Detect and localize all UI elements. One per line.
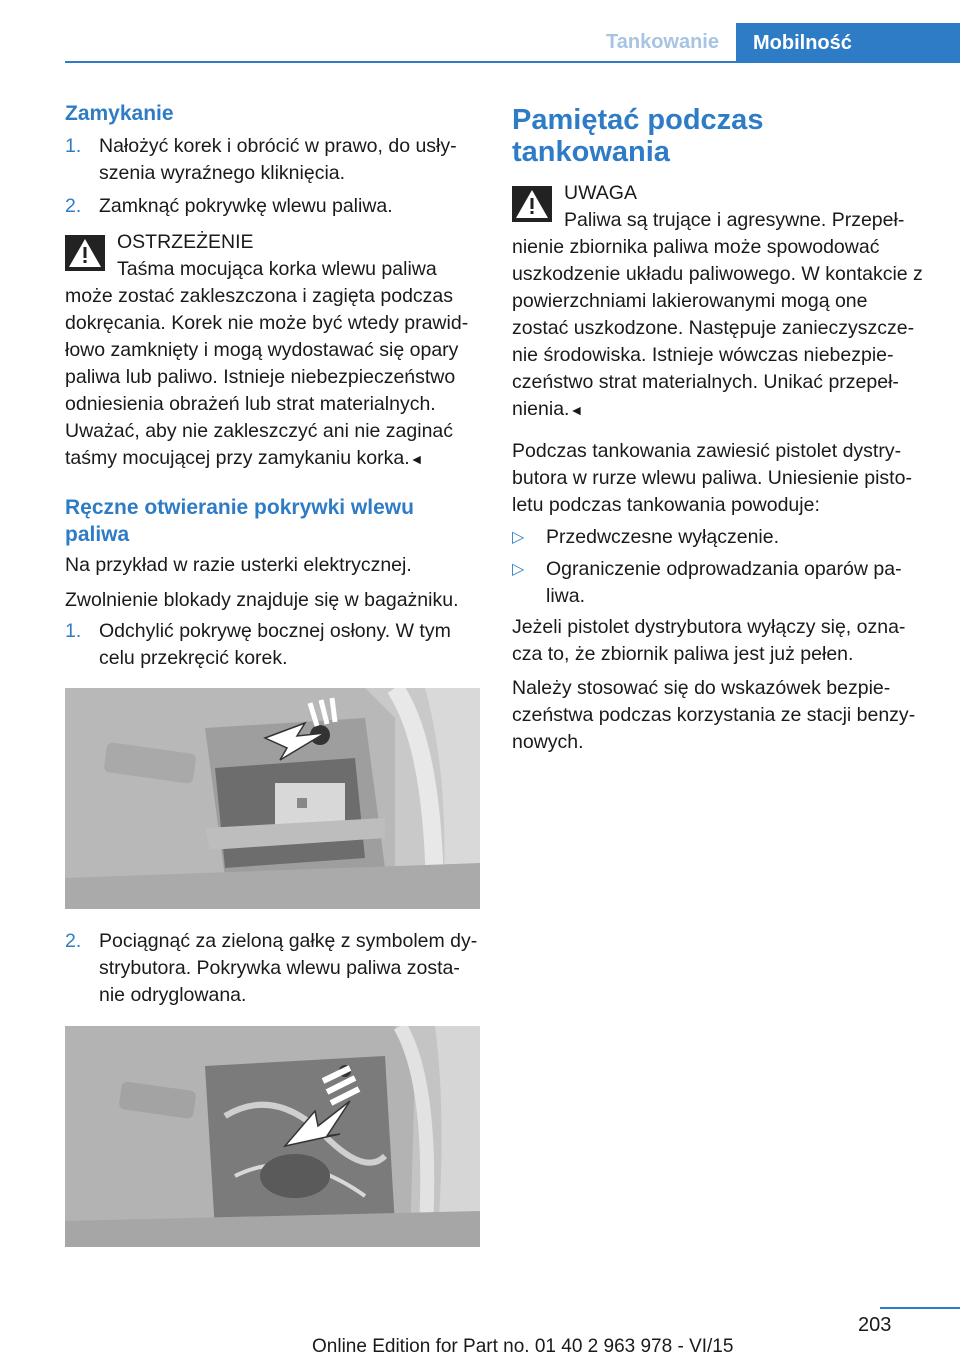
end-mark: ◄ [409, 451, 424, 467]
step-number: 1. [65, 620, 82, 642]
notice-text: Paliwa są trujące i agresywne. Przepełnienie zbiornika paliwa może spowodować uszkodzenie układu paliwowego. W kontakcie z powierzchniami lakierowanymi mogą one zostać uszkodzone. Następuje zanieczyszczenie środowiska. Istnieje wówczas niebezpieczeństwo strat materialnych. Unikać przepełnienia.◄ [512, 209, 923, 420]
warning-icon [512, 186, 552, 222]
notice-title: UWAGA [564, 182, 637, 204]
step-number: 1. [65, 135, 82, 157]
heading-zamykanie: Zamykanie [65, 102, 174, 125]
paragraph: Zwolnienie blokady znajduje się w bagażniku. [65, 589, 459, 611]
tab-section[interactable]: Tankowanie [606, 31, 719, 53]
trunk-side-cover-image [65, 688, 480, 909]
step-text: Zamknąć pokrywkę wlewu paliwa. [99, 195, 393, 217]
warning-box [65, 229, 479, 473]
bullet-text: Przedwczesne wyłączenie. [546, 526, 780, 548]
step-text: Odchylić pokrywę bocznej osłony. W tym celu przekręcić korek. [99, 620, 451, 669]
step-text: Pociągnąć za zieloną gałkę z symbolem dystrybutora. Pokrywka wlewu paliwa zostanie odryglowana. [99, 930, 478, 1006]
step-number: 2. [65, 930, 82, 952]
triangle-bullet-icon: ▷ [512, 561, 525, 578]
step-item [65, 618, 479, 672]
paragraph: Należy stosować się do wskazówek bezpieczeństwa podczas korzystania ze stacji benzynowych. [512, 677, 916, 753]
paragraph: Na przykład w razie usterki elektrycznej. [65, 554, 412, 576]
warning-icon [65, 235, 105, 271]
right-column [512, 104, 924, 756]
bullet-item [512, 556, 924, 610]
step-number: 2. [65, 195, 82, 217]
bullet-item [512, 524, 924, 551]
notice-box [512, 180, 924, 424]
heading-manual-opening: Ręczne otwieranie pokrywki wlewu paliwa [65, 496, 414, 546]
tab-chapter[interactable]: Mobilność [736, 23, 960, 63]
edition-line: Online Edition for Part no. 01 40 2 963 978 - VI/15 [312, 1336, 734, 1357]
page-number: 203 [858, 1314, 892, 1336]
end-mark: ◄ [569, 402, 584, 418]
step-text: Nałożyć korek i obrócić w prawo, do usłyszenia wyraźnego kliknięcia. [99, 135, 457, 184]
warning-text: Taśma mocująca korka wlewu paliwa może zostać zakleszczona i zagięta podczas dokręcania. Korek nie może być wtedy prawidłowo zamknięty i mogą wydostawać się opary paliwa lub paliwo. Istnieje niebezpieczeństwo odniesienia obrażeń lub strat materialnych. Uważać, aby nie zakleszczyć ani nie zaginać taśmy mocującej przy zamykaniu korka.◄ [65, 258, 469, 469]
paragraph: Jeżeli pistolet dystrybutora wyłączy się, oznacza to, że zbiornik paliwa jest już pełen. [512, 616, 906, 665]
paragraph: Podczas tankowania zawiesić pistolet dystrybutora w rurze wlewu paliwa. Uniesienie pistoletu podczas tankowania powoduje: [512, 440, 912, 516]
warning-title: OSTRZEŻENIE [117, 231, 254, 253]
step-item [65, 193, 479, 220]
bullet-text: Ograniczenie odprowadzania oparów paliwa. [546, 558, 902, 607]
heading-refueling-notes: Pamiętać podczas tankowania [512, 104, 764, 168]
footer-rule [880, 1307, 960, 1309]
left-column [65, 100, 479, 1247]
step-item [65, 928, 479, 1009]
triangle-bullet-icon: ▷ [512, 529, 525, 546]
fuel-release-knob-image [65, 1026, 480, 1247]
step-item [65, 133, 479, 187]
